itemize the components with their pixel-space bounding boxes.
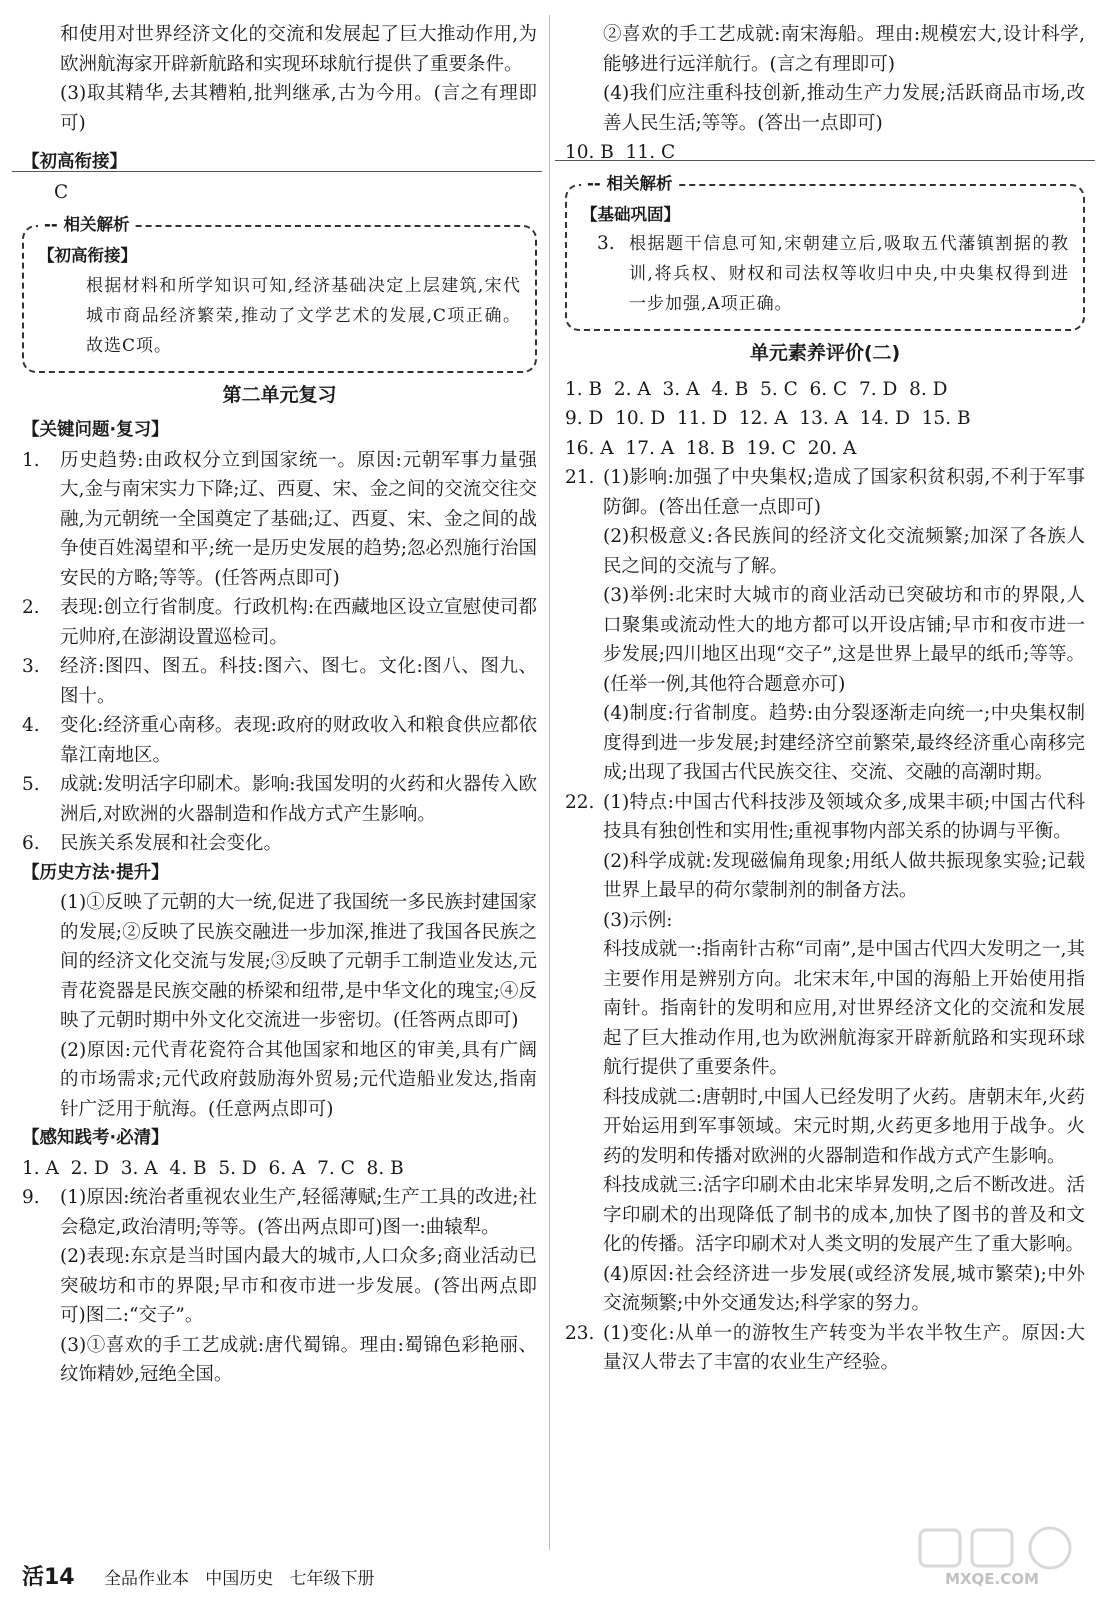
- left-top-line-1: 和使用对世界经济文化的交流和发展起了巨大推动作用,为欧洲航海家开辟新航路和实现环球航行提供了重要条件。: [60, 24, 537, 75]
- column-divider: [549, 15, 550, 1550]
- analysis-box-text: 根据材料和所学知识可知,经济基础决定上层建筑,宋代城市商品经济繁荣,推动了文学艺术的发展,C项正确。故选C项。: [86, 275, 521, 356]
- right-column: [565, 20, 1085, 1378]
- key-item: 5. 成就:发明活字印刷术。影响:我国发明的火药和火器传入欧洲后,对欧洲的火器制造和作战方式产生影响。: [22, 774, 537, 825]
- unit-eval-title: 单元素养评价(二): [749, 342, 901, 364]
- key-item: 4. 变化:经济重心南移。表现:政府的财政收入和粮食供应都依靠江南地区。: [22, 715, 537, 766]
- method-tag: 【历史方法·提升】: [22, 862, 169, 883]
- footer-subject: 中国历史: [205, 1569, 274, 1589]
- analysis-box-title-text: 相关解析: [606, 173, 673, 193]
- analysis-box-tag: 【基础巩固】: [581, 204, 680, 224]
- mc-row: 1. B 2. A 3. A 4. B 5. C 6. C 7. D 8. D: [565, 378, 948, 400]
- left-column: [22, 20, 537, 1390]
- unit-review-title: 第二单元复习: [222, 383, 337, 406]
- analysis-box-left: [22, 215, 537, 373]
- question-21: 21. (1)影响:加强了中央集权;造成了国家积贫积弱,不利于军事防御。(答出任意一点即可) (2)积极意义:各民族间的经济文化交流频繁;加深了各族人民之间的交流与了解。 (3)举例:北宋时大城市的商业活动已突破坊和市的界限,人口聚集或流动性大的地方都可以开设店铺;早市和夜市进一步发展;四川地区出现“交子”,这是世界上最早的纸币;等等。(任举一例,其他符合题意亦可) (4)制度:行省制度。趋势:由分裂逐渐走向统一;中央集权制度得到进一步发展;封建经济空前繁荣,最终经济重心南移完成;出现了我国古代民族交往、交流、交融的高潮时期。: [565, 467, 1085, 783]
- sense-tag: 【感知践考·必清】: [22, 1128, 169, 1148]
- footer-series: 全品作业本: [104, 1569, 190, 1589]
- analysis-box-tag: 【初高衔接】: [38, 246, 137, 265]
- watermark: [900, 1520, 1085, 1590]
- key-questions-tag: 【关键问题·复习】: [22, 420, 169, 440]
- chu-gao-answer: C: [54, 181, 69, 203]
- watermark-text: MXQE.COM: [945, 1570, 1039, 1588]
- right-top-line-2: (4)我们应注重科技创新,推动生产力发展;活跃商品市场,改善人民生活;等等。(答出一点即可): [603, 83, 1085, 134]
- mc-row: 9. D 10. D 11. D 12. A 13. A 14. D 15. B: [565, 408, 971, 429]
- q9-part-2: (2)表现:东京是当时国内最大的城市,人口众多;商业活动已突破坊和市的界限;早市和夜市进一步发展。(答出两点即可)图二:“交子”。: [60, 1246, 537, 1326]
- left-top-line-2: (3)取其精华,去其糟粕,批判继承,古为今用。(言之有理即可): [60, 83, 537, 134]
- analysis-box-item: 3. 根据题干信息可知,宋朝建立后,吸取五代藩镇割据的教训,将兵权、财权和司法权等收归中央,中央集权得到进一步加强,A项正确。: [597, 233, 1069, 314]
- mc-row: 16. A 17. A 18. B 19. C 20. A: [565, 437, 857, 459]
- analysis-box-title: -- 相关解析: [581, 173, 678, 195]
- q9-part-1: (1)原因:统治者重视农业生产,轻徭薄赋;生产工具的改进;社会稳定,政治清明;等等。(答出两点即可)图一:曲辕犁。: [60, 1187, 537, 1238]
- sense-answers: 1. A 2. D 3. A 4. B 5. D 6. A 7. C 8. B: [22, 1157, 404, 1179]
- method-item-2: (2)原因:元代青花瓷符合其他国家和地区的审美,具有广阔的市场需求;元代政府鼓励海外贸易;元代造船业发达,指南针广泛用于航海。(任意两点即可): [60, 1039, 537, 1120]
- chu-gao-tag: 【初高衔接】: [22, 152, 127, 172]
- key-item: 2. 表现:创立行省制度。行政机构:在西藏地区设立宣慰使司都元帅府,在澎湖设置巡检司。: [22, 597, 537, 648]
- analysis-box-title-text: 相关解析: [63, 215, 130, 234]
- method-item-1: (1)①反映了元朝的大一统,促进了我国统一多民族封建国家的发展;②反映了民族交融进一步加深,推进了我国各民族之间的经济文化交流与发展;③反映了元朝手工制造业发达,元青花瓷器是民族交融的桥梁和纽带,是中华文化的瑰宝;④反映了元朝时期中外文化交流进一步密切。(任答两点即可): [60, 892, 537, 1031]
- key-item: 3. 经济:图四、图五。科技:图六、图七。文化:图八、图九、图十。: [22, 656, 537, 707]
- page-number: 活14: [22, 1565, 75, 1590]
- question-9: 9. (1)原因:统治者重视农业生产,轻徭薄赋;生产工具的改进;社会稳定,政治清明;等等。(答出两点即可)图一:曲辕犁。 (2)表现:东京是当时国内最大的城市,人口众多;商业活动已突破坊和市的界限;早市和夜市进一步发展。(答出两点即可)图二:“交子”。 (3)①喜欢的手工艺成就:唐代蜀锦。理由:蜀锦色彩艳丽、纹饰精妙,冠绝全国。: [22, 1183, 537, 1390]
- key-item: 6. 民族关系发展和社会变化。: [22, 833, 283, 854]
- q9-part-3: (3)①喜欢的手工艺成就:唐代蜀锦。理由:蜀锦色彩艳丽、纹饰精妙,冠绝全国。: [60, 1334, 537, 1385]
- page-footer: [22, 1560, 374, 1591]
- key-item: 1. 历史趋势:由政权分立到国家统一。原因:元朝军事力量强大,金与南宋实力下降;辽、西夏、宋、金之间的交流交往交融,为元朝统一全国奠定了基础;辽、西夏、宋、金之间的战争使百姓渴望和平;统一是历史发展的趋势;忽必烈施行治国安民的方略;等等。(任答两点即可): [22, 449, 537, 589]
- footer-grade: 七年级下册: [289, 1569, 375, 1589]
- answer-circle-icon: [1030, 1528, 1070, 1568]
- question-22: 22. (1)特点:中国古代科技涉及领域众多,成果丰硕;中国古代科技具有独创性和实用性;重视事物内部关系的协调与平衡。 (2)科学成就:发现磁偏角现象;用纸人做共振现象实验;记载世界上最早的荷尔蒙制剂的制备方法。 (3)示例: 科技成就一:指南针古称“司南”,是中国古代四大发明之一,其主要作用是辨别方向。北宋末年,中国的海船上开始使用指南针。指南针的发明和应用,对世界经济文化的交流和发展起了巨大推动作用,也为欧洲航海家开辟新航路和实现环球航行提供了重要条件。 科技成就二:唐朝时,中国人已经发明了火药。唐朝末年,火药开始运用到军事领域。宋元时期,火药更多地用于战争。火药的发明和传播对欧洲的火器制造和作战方式产生影响。 科技成就三:活字印刷术由北宋毕昇发明,之后不断改进。活字印刷术的出现降低了制书的成本,加快了图书的普及和文化的传播。活字印刷术对人类文明的发展产生了重大影响。 (4)原因:社会经济进一步发展(或经济发展,城市繁荣);中外交流频繁;中外交通发达;科学家的努力。: [565, 791, 1085, 1314]
- answers-10-11: 10. B 11. C: [565, 142, 676, 163]
- analysis-box-title: -- 相关解析: [38, 214, 135, 236]
- right-top-line-1: ②喜欢的手工艺成就:南宋海船。理由:规模宏大,设计科学,能够进行远洋航行。(言之有理即可): [603, 24, 1085, 75]
- analysis-box-right: [565, 173, 1085, 332]
- question-23: 23. (1)变化:从单一的游牧生产转变为半农半牧生产。原因:大量汉人带去了丰富的农业生产经验。: [565, 1322, 1085, 1373]
